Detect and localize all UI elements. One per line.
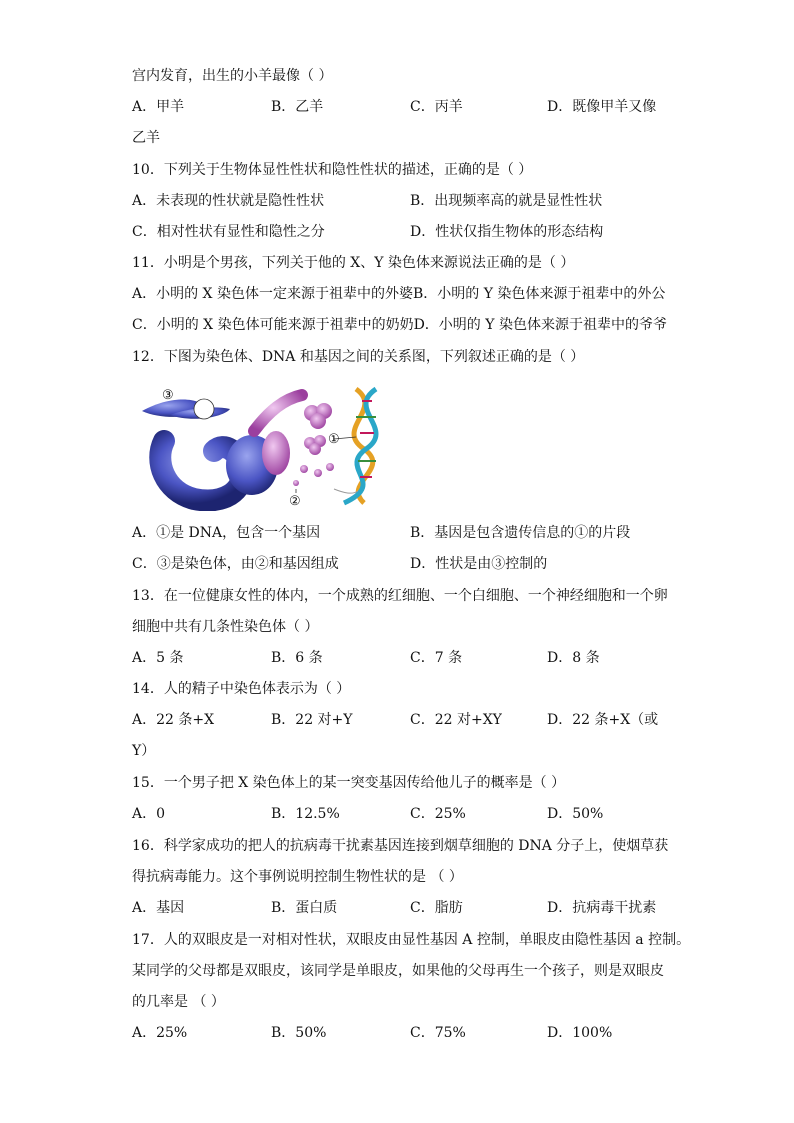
q12-option-d: D．性状是由③控制的: [410, 556, 548, 572]
q9-option-c: C．丙羊: [410, 99, 463, 115]
q10-option-b: B．出现频率高的就是显性性状: [410, 193, 603, 209]
figure-label-3: ③: [162, 388, 174, 403]
q15-option-b: B．12.5%: [271, 806, 340, 822]
q16-option-b: B．蛋白质: [271, 900, 338, 916]
q17-option-a: A．25%: [132, 1025, 188, 1041]
q13-option-a: A．5 条: [132, 650, 184, 666]
q17-stem-wrap-2: 的几率是 （ ）: [132, 994, 225, 1010]
q10-option-c: C．相对性状有显性和隐性之分: [132, 224, 325, 240]
q14-stem: 14．人的精子中染色体表示为（ ）: [132, 681, 351, 697]
q17-stem: 17．人的双眼皮是一对相对性状，双眼皮由显性基因 A 控制，单眼皮由隐性基因 a 控制。: [132, 932, 691, 948]
q13-stem-wrap: 细胞中共有几条性染色体（ ）: [132, 619, 319, 635]
q11-options-ab: A．小明的 X 染色体一定来源于祖辈中的外婆B．小明的 Y 染色体来源于祖辈中的外公: [132, 286, 666, 302]
q17-option-c: C．75%: [410, 1025, 466, 1041]
q13-option-d: D．8 条: [547, 650, 600, 666]
q10-option-a: A．未表现的性状就是隐性性状: [132, 193, 325, 209]
q12-option-a: A．①是 DNA，包含一个基因: [132, 525, 321, 541]
q9-option-a: A．甲羊: [132, 99, 185, 115]
figure-label-1: ①: [328, 432, 340, 447]
q14-option-c: C．22 对+XY: [410, 712, 502, 728]
q11-stem: 11．小明是个男孩，下列关于他的 X、Y 染色体来源说法正确的是（ ）: [132, 255, 575, 271]
q15-option-c: C．25%: [410, 806, 466, 822]
q9-option-d-wrap: 乙羊: [132, 130, 160, 146]
q9-stem-tail: 宫内发育，出生的小羊最像（ ）: [132, 68, 333, 84]
q15-stem: 15．一个男子把 X 染色体上的某一突变基因传给他儿子的概率是（ ）: [132, 775, 566, 791]
q16-option-a: A．基因: [132, 900, 185, 916]
q12-stem: 12．下图为染色体、DNA 和基因之间的关系图，下列叙述正确的是（ ）: [132, 349, 585, 365]
q13-option-b: B．6 条: [271, 650, 323, 666]
dna-double-helix: [334, 389, 376, 503]
q17-option-b: B．50%: [271, 1025, 327, 1041]
q12-option-c: C．③是染色体，由②和基因组成: [132, 556, 339, 572]
q14-option-d: D．22 条+X（或: [547, 712, 659, 728]
q13-option-c: C．7 条: [410, 650, 463, 666]
q10-option-d: D．性状仅指生物体的形态结构: [410, 224, 604, 240]
q11-options-cd: C．小明的 X 染色体可能来源于祖辈中的奶奶D．小明的 Y 染色体来源于祖辈中的爷爷: [132, 317, 667, 333]
q16-option-d: D．抗病毒干扰素: [547, 900, 657, 916]
q16-stem: 16．科学家成功的把人的抗病毒干扰素基因连接到烟草细胞的 DNA 分子上，使烟草获: [132, 838, 669, 854]
q13-stem: 13．在一位健康女性的体内，一个成熟的红细胞、一个白细胞、一个神经细胞和一个卵: [132, 588, 668, 604]
q9-option-d: D．既像甲羊又像: [547, 99, 657, 115]
q17-stem-wrap-1: 某同学的父母都是双眼皮，该同学是单眼皮，如果他的父母再生一个孩子，则是双眼皮: [132, 963, 664, 979]
q15-option-a: A．0: [132, 806, 166, 822]
figure-label-2: ②: [289, 494, 301, 509]
chromosome-dna-gene-figure: [134, 381, 396, 511]
q10-stem: 10．下列关于生物体显性性状和隐性性状的描述，正确的是（ ）: [132, 162, 533, 178]
q9-option-b: B．乙羊: [271, 99, 324, 115]
q16-option-c: C．脂肪: [410, 900, 463, 916]
q15-option-d: D．50%: [547, 806, 604, 822]
q14-option-d-wrap: Y）: [132, 743, 156, 759]
chromosome-shape: [142, 399, 230, 418]
q16-stem-wrap: 得抗病毒能力。这个事例说明控制生物性状的是 （ ）: [132, 869, 463, 885]
q12-option-b: B．基因是包含遗传信息的①的片段: [410, 525, 631, 541]
q14-option-b: B．22 对+Y: [271, 712, 353, 728]
q17-option-d: D．100%: [547, 1025, 613, 1041]
q14-option-a: A．22 条+X: [132, 712, 215, 728]
